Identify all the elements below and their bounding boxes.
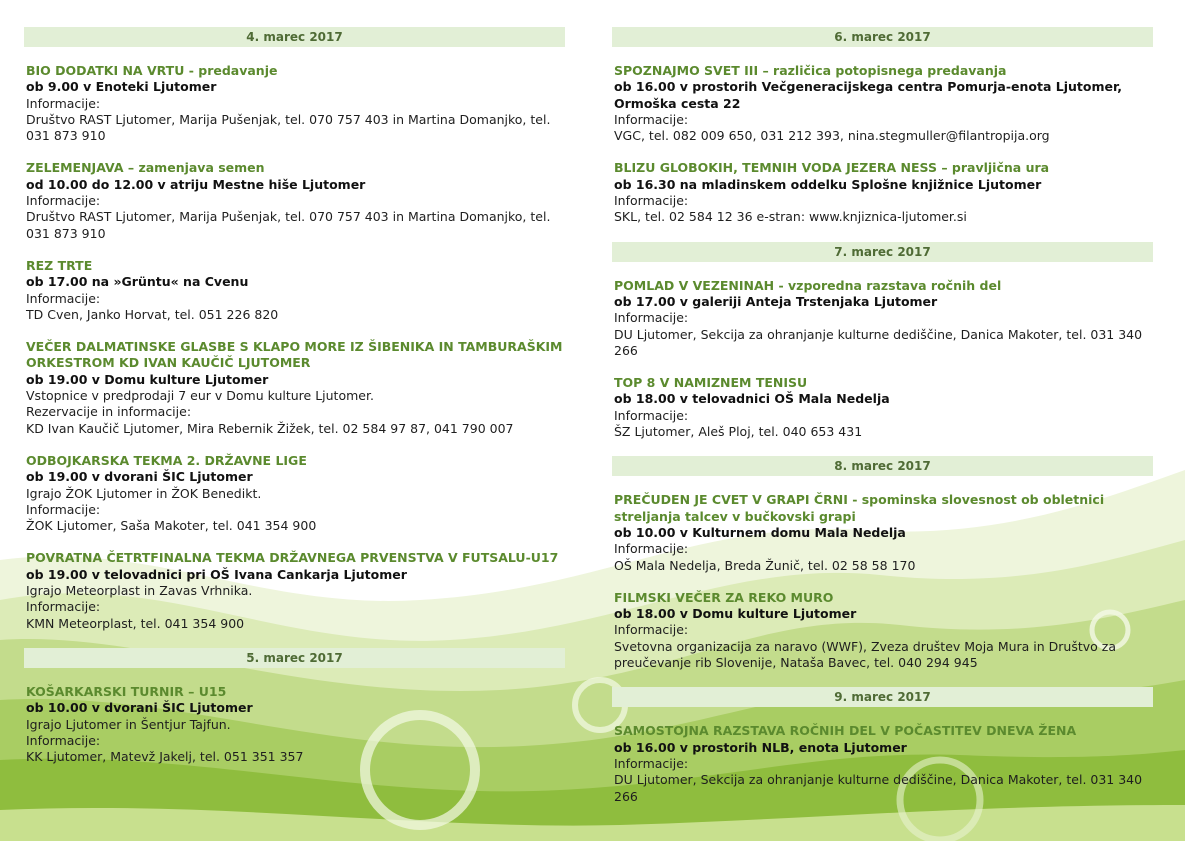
event-info: Rezervacije in informacije: <box>26 404 192 420</box>
event-title: TOP 8 V NAMIZNEM TENISU <box>614 375 808 391</box>
event-time-place: ob 19.00 v Domu kulture Ljutomer <box>26 371 269 387</box>
event-time-place: ob 10.00 v Kulturnem domu Mala Nedelja <box>614 524 906 540</box>
event-title: POVRATNA ČETRTFINALNA TEKMA DRŽAVNEGA PRVENSTVA V FUTSALU-U17 <box>26 550 559 566</box>
event-entry <box>614 375 1153 440</box>
date-header: 6. marec 2017 <box>612 27 1153 47</box>
event-info: Informacije: <box>26 290 101 306</box>
event-info: VGC, tel. 082 009 650, 031 212 393, nina.stegmuller@filantropija.org <box>614 128 1050 144</box>
event-info: DU Ljutomer, Sekcija za ohranjanje kulturne dediščine, Danica Makoter, tel. 031 340 266 <box>614 772 1143 804</box>
event-time-place: od 10.00 do 12.00 v atriju Mestne hiše Ljutomer <box>26 176 366 192</box>
event-info: Informacije: <box>26 599 101 615</box>
event-entry <box>26 258 565 323</box>
event-title: FILMSKI VEČER ZA REKO MURO <box>614 589 834 605</box>
event-title: VEČER DALMATINSKE GLASBE S KLAPO MORE IZ ŠIBENIKA IN TAMBURAŠKIM ORKESTROM KD IVAN KAUČIČ LJUTOMER <box>26 339 563 371</box>
event-title: POMLAD V VEZENINAH - vzporedna razstava ročnih del <box>614 277 1002 293</box>
event-time-place: ob 19.00 v telovadnici pri OŠ Ivana Cankarja Ljutomer <box>26 566 407 582</box>
event-info: Informacije: <box>26 193 101 209</box>
event-time-place: ob 9.00 v Enoteki Ljutomer <box>26 79 217 95</box>
event-entry <box>614 590 1153 671</box>
event-info: Informacije: <box>614 111 689 127</box>
event-time-place: ob 16.00 v prostorih Večgeneracijskega centra Pomurja-enota Ljutomer, Ormoška cesta 22 <box>614 79 1123 111</box>
event-time-place: ob 10.00 v dvorani ŠIC Ljutomer <box>26 700 253 716</box>
event-info: Igrajo Meteorplast in Zavas Vrhnika. <box>26 583 253 599</box>
event-info: Informacije: <box>26 732 101 748</box>
event-entry <box>26 63 565 144</box>
right-column <box>612 27 1153 821</box>
event-info: Informacije: <box>614 193 689 209</box>
event-time-place: ob 16.30 na mladinskem oddelku Splošne knjižnice Ljutomer <box>614 176 1042 192</box>
event-info: ŠZ Ljutomer, Aleš Ploj, tel. 040 653 431 <box>614 424 863 440</box>
event-entry <box>26 453 565 534</box>
event-info: Vstopnice v predprodaji 7 eur v Domu kulture Ljutomer. <box>26 388 374 404</box>
date-header: 7. marec 2017 <box>612 242 1153 262</box>
event-info: KD Ivan Kaučič Ljutomer, Mira Rebernik Žižek, tel. 02 584 97 87, 041 790 007 <box>26 420 514 436</box>
date-header: 4. marec 2017 <box>24 27 565 47</box>
event-info: Informacije: <box>614 755 689 771</box>
event-info: TD Cven, Janko Horvat, tel. 051 226 820 <box>26 306 279 322</box>
event-title: SPOZNAJMO SVET III – različica potopisnega predavanja <box>614 63 1007 78</box>
event-title: ODBOJKARSKA TEKMA 2. DRŽAVNE LIGE <box>26 452 307 468</box>
event-info: Igrajo ŽOK Ljutomer in ŽOK Benedikt. <box>26 485 262 501</box>
event-title: PREČUDEN JE CVET V GRAPI ČRNI - spominska slovesnost ob obletnici streljanja talcev v bučkovski grapi <box>614 492 1105 524</box>
event-entry <box>614 63 1153 144</box>
event-title: BIO DODATKI NA VRTU - predavanje <box>26 63 278 78</box>
event-time-place: ob 16.00 v prostorih NLB, enota Ljutomer <box>614 739 907 755</box>
event-title: ZELEMENJAVA – zamenjava semen <box>26 160 265 176</box>
event-entry <box>614 160 1153 225</box>
event-time-place: ob 18.00 v Domu kulture Ljutomer <box>614 606 857 622</box>
event-info: OŠ Mala Nedelja, Breda Žunič, tel. 02 58 58 170 <box>614 557 916 573</box>
event-entry <box>26 339 565 437</box>
event-info: ŽOK Ljutomer, Saša Makoter, tel. 041 354 900 <box>26 518 317 534</box>
event-info: Informacije: <box>614 407 689 423</box>
event-title: SAMOSTOJNA RAZSTAVA ROČNIH DEL V POČASTITEV DNEVA ŽENA <box>614 723 1077 739</box>
event-info: Društvo RAST Ljutomer, Marija Pušenjak, tel. 070 757 403 in Martina Domanjko, tel. 031 873 910 <box>26 111 551 144</box>
event-entry <box>614 723 1153 804</box>
event-entry <box>614 492 1153 573</box>
event-info: Igrajo Ljutomer in Šentjur Tajfun. <box>26 716 231 732</box>
event-title: KOŠARKARSKI TURNIR – U15 <box>26 683 227 699</box>
event-time-place: ob 17.00 v galeriji Anteja Trstenjaka Ljutomer <box>614 293 938 309</box>
event-info: KMN Meteorplast, tel. 041 354 900 <box>26 615 245 631</box>
event-time-place: ob 19.00 v dvorani ŠIC Ljutomer <box>26 469 253 485</box>
event-entry <box>26 160 565 241</box>
event-info: Informacije: <box>614 310 689 326</box>
event-entry <box>26 550 565 631</box>
event-entry <box>614 278 1153 359</box>
event-info: Društvo RAST Ljutomer, Marija Pušenjak, tel. 070 757 403 in Martina Domanjko, tel. 031 873 910 <box>26 209 551 241</box>
event-info: Informacije: <box>26 95 101 111</box>
event-title: BLIZU GLOBOKIH, TEMNIH VODA JEZERA NESS – pravljična ura <box>614 160 1050 176</box>
event-info: DU Ljutomer, Sekcija za ohranjanje kulturne dediščine, Danica Makoter, tel. 031 340 266 <box>614 326 1143 358</box>
event-info: SKL, tel. 02 584 12 36 e-stran: www.knjiznica-ljutomer.si <box>614 209 967 225</box>
event-entry <box>26 684 565 765</box>
event-time-place: ob 18.00 v telovadnici OŠ Mala Nedelja <box>614 391 890 407</box>
date-header: 5. marec 2017 <box>24 648 565 668</box>
event-info: Svetovna organizacija za naravo (WWF), Zveza društev Moja Mura in Društvo za preučevanje rib Slovenije, Nataša Bavec, tel. 040 294 945 <box>614 638 1117 671</box>
event-info: Informacije: <box>26 501 101 517</box>
event-info: Informacije: <box>614 622 689 638</box>
date-header: 9. marec 2017 <box>612 687 1153 707</box>
event-info: Informacije: <box>614 541 689 557</box>
date-header: 8. marec 2017 <box>612 456 1153 476</box>
event-title: REZ TRTE <box>26 257 93 273</box>
event-info: KK Ljutomer, Matevž Jakelj, tel. 051 351 357 <box>26 749 304 765</box>
event-time-place: ob 17.00 na »Grüntu« na Cvenu <box>26 274 249 290</box>
left-column <box>24 27 565 781</box>
